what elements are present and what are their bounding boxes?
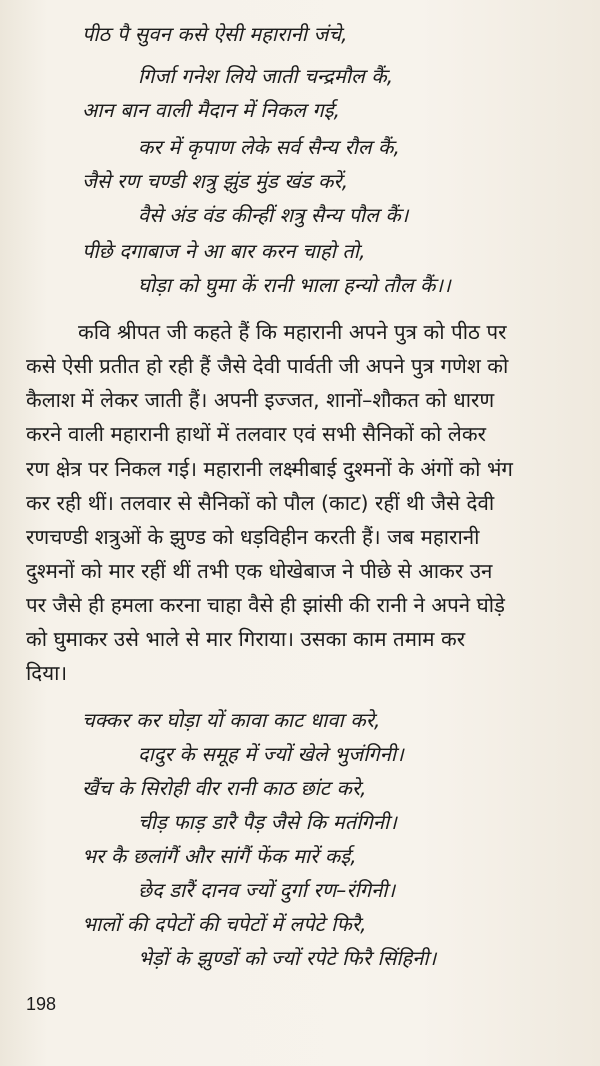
prose-line-1: कवि श्रीपत जी कहते हैं कि महारानी अपने पुत्र को पीठ पर xyxy=(78,320,507,344)
verse1-line-4: कर में कृपाण लेके सर्व सैन्य रौल कैं, xyxy=(138,135,400,159)
verse2-line-3: खैंच के सिरोही वीर रानी काठ छांट करे, xyxy=(82,776,367,800)
prose-line-11: दिया। xyxy=(26,661,68,685)
prose-line-10: को घुमाकर उसे भाले से मार गिराया। उसका काम तमाम कर xyxy=(26,627,466,651)
verse2-line-4: चीड़ फाड़ डारै पैड़ जैसे कि मतंगिनी। xyxy=(138,810,397,834)
prose-line-8: दुश्मनों को मार रहीं थीं तभी एक धोखेबाज ने पीछे से आकर उन xyxy=(26,559,493,583)
verse1-line-7: पीछे दगाबाज ने आ बार करन चाहो तो, xyxy=(82,239,366,263)
verse1-line-6: वैसे अंड वंड कीन्हीं शत्रु सैन्य पौल कैं। xyxy=(138,203,409,227)
verse1-line-2: गिर्जा गनेश लिये जाती चन्द्रमौल कैं, xyxy=(138,64,394,88)
verse2-line-1: चक्कर कर घोड़ा यों कावा काट धावा करे, xyxy=(82,708,381,732)
prose-line-5: रण क्षेत्र पर निकल गई। महारानी लक्ष्मीबाई दुश्मनों के अंगों को भंग xyxy=(26,457,513,481)
verse2-line-8: भेड़ों के झुण्डों को ज्यों रपेटे फिरै सिंहिनी। xyxy=(138,946,437,970)
prose-line-7: रणचण्डी शत्रुओं के झुण्ड को धड़विहीन करती हैं। जब महारानी xyxy=(26,525,480,549)
verse2-line-5: भर कै छलांगैं और सांगैं फेंक मारें कई, xyxy=(82,844,357,868)
verse1-line-5: जैसे रण चण्डी शत्रु झुंड मुंड खंड करें, xyxy=(82,169,349,193)
prose-line-9: पर जैसे ही हमला करना चाहा वैसे ही झांसी की रानी ने अपने घोड़े xyxy=(26,593,506,617)
verse1-line-1: पीठ पै सुवन कसे ऐसी महारानी जंचे, xyxy=(82,22,348,46)
verse1-line-8: घोड़ा को घुमा कें रानी भाला हन्यो तौल कैं।। xyxy=(138,273,451,297)
prose-line-2: कसे ऐसी प्रतीत हो रही हैं जैसे देवी पार्वती जी अपने पुत्र गणेश को xyxy=(26,354,509,378)
verse2-line-6: छेद डारैं दानव ज्यों दुर्गा रण–रंगिनी। xyxy=(138,878,396,902)
page-number: 198 xyxy=(26,994,57,1014)
verse1-line-3: आन बान वाली मैदान में निकल गई, xyxy=(82,98,341,122)
prose-line-4: करने वाली महारानी हाथों में तलवार एवं सभी सैनिकों को लेकर xyxy=(26,422,486,446)
verse2-line-2: दादुर के समूह में ज्यों खेले भुजंगिनी। xyxy=(138,742,404,766)
verse2-line-7: भालों की दपेटों की चपेटों में लपेटे फिरै, xyxy=(82,912,367,936)
prose-line-3: कैलाश में लेकर जाती हैं। अपनी इज्जत, शानों–शौकत को धारण xyxy=(26,388,495,412)
prose-line-6: कर रही थीं। तलवार से सैनिकों को पौल (काट) रहीं थी जैसे देवी xyxy=(26,491,495,515)
